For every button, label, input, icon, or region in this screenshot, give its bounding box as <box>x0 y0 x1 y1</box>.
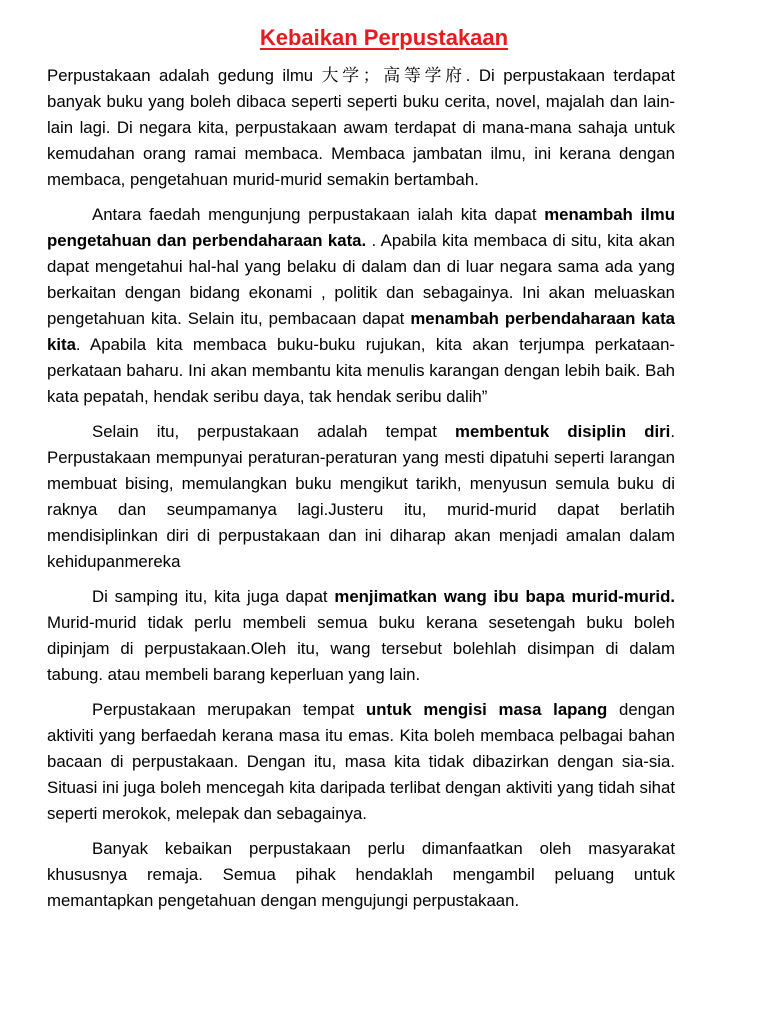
text-run: Murid-murid tidak perlu membeli semua buku kerana sesetengah buku boleh dipinjam di perpustakaan.Oleh itu, wang tersebut bolehlah disimpan di dalam tabung. atau membeli barang keperluan yang lain. <box>47 613 675 684</box>
bold-phrase: menambah perbendaharaan kata kita <box>47 309 675 354</box>
text-run: . Apabila kita membaca di situ, kita akan dapat mengetahui hal-hal yang belaku di dalam dan di luar negara sama ada yang berkaitan dengan bidang ekonami , politik dan sebagainya. Ini akan meluaskan pengetahuan kita. Selain itu, pembacaan dapat <box>47 231 675 328</box>
text-run: dengan aktiviti yang berfaedah kerana masa itu emas. Kita boleh membaca pelbagai bahan bacaan di perpustakaan. Dengan itu, masa kita tidak dibazirkan dengan sia-sia. Situasi ini juga boleh mencegah kita daripada terlibat dengan aktiviti yang tidah sihat seperti merokok, melepak dan sebagainya. <box>47 700 675 823</box>
bold-phrase: menjimatkan wang ibu bapa murid-murid. <box>334 587 675 606</box>
paragraph-6 <box>47 836 675 914</box>
text-run: Antara faedah mengunjung perpustakaan ialah kita dapat <box>92 205 545 224</box>
bold-phrase: membentuk disiplin diri <box>455 422 671 441</box>
paragraph-3 <box>47 419 675 575</box>
text-run: Selain itu, perpustakaan adalah tempat <box>92 422 456 441</box>
text-run: Di samping itu, kita juga dapat <box>92 587 335 606</box>
text-run: Banyak kebaikan perpustakaan perlu dimanfaatkan oleh masyarakat khususnya remaja. Semua pihak hendaklah mengambil peluang untuk memantapkan pengetahuan dengan mengujungi perpustakaan. <box>47 839 675 910</box>
essay-body <box>47 63 675 923</box>
text-run: Perpustakaan adalah gedung ilmu 大学；高等学府. Di perpustakaan terdapat banyak buku yang boleh dibaca seperti seperti buku cerita, novel, majalah dan lain-lain lagi. Di negara kita, perpustakaan awam terdapat di mana-mana sahaja untuk kemudahan orang ramai membaca. Membaca jambatan ilmu, ini kerana dengan membaca, pengetahuan murid-murid semakin bertambah. <box>47 66 675 189</box>
text-run: . Apabila kita membaca buku-buku rujukan, kita akan terjumpa perkataan-perkataan baharu. Ini akan membantu kita menulis karangan dengan lebih baik. Bah kata pepatah, hendak seribu daya, tak hendak seribu dalih” <box>47 335 675 406</box>
paragraph-4 <box>47 584 675 688</box>
bold-phrase: untuk mengisi masa lapang <box>366 700 608 719</box>
bold-phrase: menambah ilmu pengetahuan dan perbendaharaan kata. <box>47 205 675 250</box>
paragraph-2 <box>47 202 675 410</box>
paragraph-1 <box>47 63 675 193</box>
page-title: Kebaikan Perpustakaan <box>259 25 509 50</box>
text-run: . Perpustakaan mempunyai peraturan-peraturan yang mesti dipatuhi seperti larangan membuat bising, memulangkan buku mengikut tarikh, menyusun semula buku di raknya dan seumpamanya lagi.Justeru itu, murid-murid dapat berlatih mendisiplinkan diri di perpustakaan dan ini diharap akan menjadi amalan dalam kehidupanmereka <box>47 422 675 571</box>
text-run: Perpustakaan merupakan tempat <box>92 700 366 719</box>
paragraph-5 <box>47 697 675 827</box>
